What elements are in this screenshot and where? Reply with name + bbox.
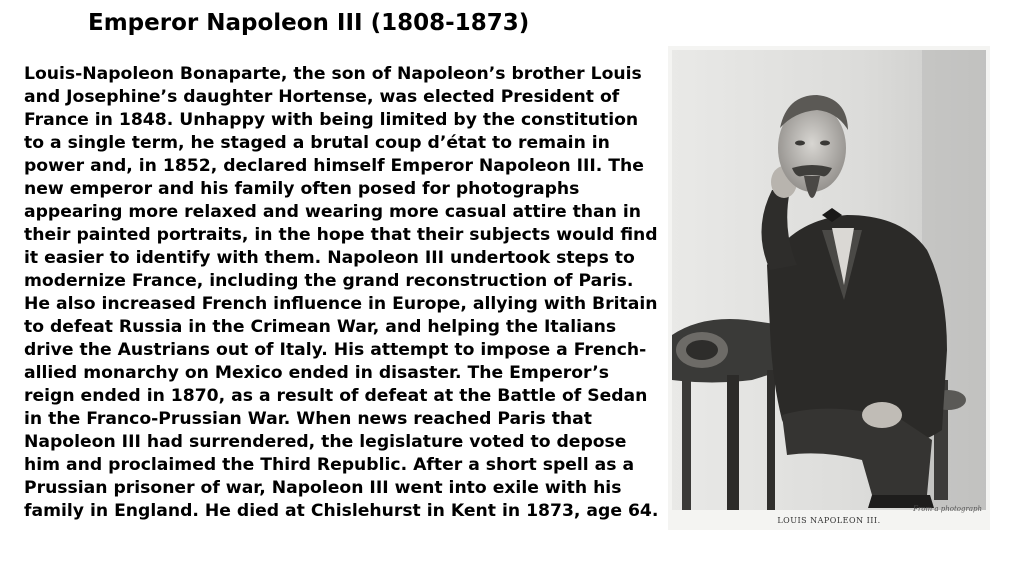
photo-credit: From a photograph	[913, 505, 982, 513]
biography-paragraph: Louis-Napoleon Bonaparte, the son of Napoleon’s brother Louis and Josephine’s daughter Hortense, was elected President of France in 1848. Unhappy with being limited by the constitution to a single term, he staged a brutal coup d’état to remain in power and, in 1852, declared himself Emperor Napoleon III. The new emperor and his family often posed for photographs appearing more relaxed and wearing more casual attire than in their painted portraits, in the hope that their subjects would find it easier to identify with them. Napoleon III undertook steps to modernize France, including the grand reconstruction of Paris. He also increased French influence in Europe, allying with Britain to defeat Russia in the Crimean War, and helping the Italians drive the Austrians out of Italy. His attempt to impose a French-allied monarchy on Mexico ended in disaster. The Emperor’s reign ended in 1870, as a result of defeat at the Battle of Sedan in the Franco-Prussian War. When news reached Paris that Napoleon III had surrendered, the legislature voted to depose him and proclaimed the Third Republic. After a short spell as a Prussian prisoner of war, Napoleon III went into exile with his family in England. He died at Chislehurst in Kent in 1873, age 64.	[24, 64, 659, 521]
biography-text	[24, 63, 664, 523]
portrait-image	[672, 50, 986, 510]
portrait-photo	[668, 46, 990, 530]
photo-caption: LOUIS NAPOLEON III.	[777, 516, 881, 525]
page-title: Emperor Napoleon III (1808-1873)	[88, 10, 530, 36]
